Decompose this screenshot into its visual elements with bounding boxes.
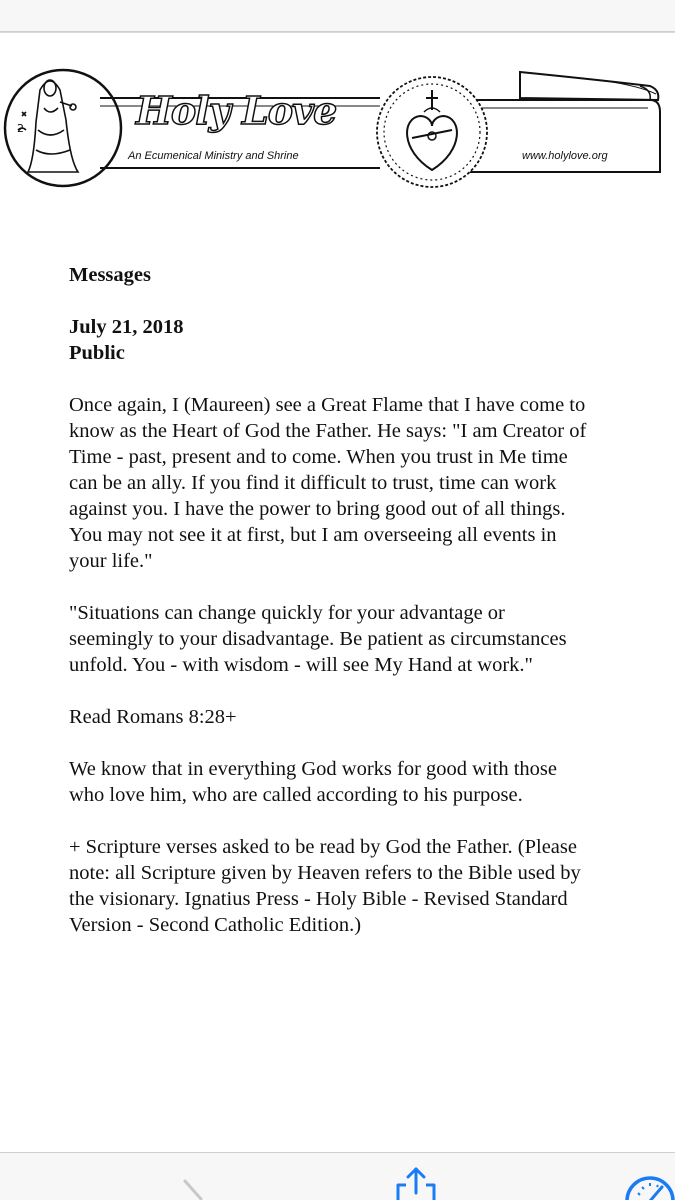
paragraph-line: who love him, who are called according to his purpose.: [69, 784, 523, 806]
banner-website: www.holylove.org: [522, 150, 608, 162]
message-date: July 21, 2018: [69, 316, 184, 338]
message-header: [69, 314, 629, 366]
paragraph-line: can be an ally. If you find it difficult to trust, time can work: [69, 472, 557, 494]
back-icon[interactable]: [175, 1179, 211, 1200]
banner-subtitle: An Ecumenical Ministry and Shrine: [128, 150, 299, 162]
holy-love-logo-icon: [0, 50, 675, 210]
top-toolbar-divider-icon: [0, 0, 675, 32]
paragraph-line: unfold. You - with wisdom - will see My Hand at work.": [69, 654, 533, 676]
banner-logo-text: Holy Love: [136, 88, 337, 133]
paragraph-5: [69, 834, 629, 938]
paragraph-line: Time - past, present and to come. When you trust in Me time: [69, 446, 568, 468]
paragraph-line: You may not see it at first, but I am overseeing all events in: [69, 524, 557, 546]
message-visibility: Public: [69, 342, 125, 364]
paragraph-line: against you. I have the power to bring good out of all things.: [69, 498, 566, 520]
bottom-toolbar: [0, 1152, 675, 1200]
paragraph-line: Version - Second Catholic Edition.): [69, 914, 362, 936]
paragraph-line: your life.": [69, 550, 153, 572]
paragraph-line: "Situations can change quickly for your advantage or: [69, 602, 505, 624]
message-article: [69, 262, 629, 964]
compass-icon[interactable]: [624, 1171, 675, 1200]
paragraph-2: [69, 600, 629, 678]
paragraph-line: + Scripture verses asked to be read by God the Father. (Please: [69, 836, 577, 858]
holy-love-banner: [0, 50, 675, 210]
paragraph-line: seemingly to your disadvantage. Be patient as circumstances: [69, 628, 567, 650]
paragraph-line: note: all Scripture given by Heaven refers to the Bible used by: [69, 862, 581, 884]
paragraph-3: [69, 704, 629, 730]
paragraph-line: Read Romans 8:28+: [69, 706, 237, 728]
paragraph-line: the visionary. Ignatius Press - Holy Bible - Revised Standard: [69, 888, 568, 910]
section-title: Messages: [69, 264, 151, 286]
paragraph-line: Once again, I (Maureen) see a Great Flame that I have come to: [69, 394, 586, 416]
paragraph-line: We know that in everything God works for good with those: [69, 758, 557, 780]
paragraph-1: [69, 392, 629, 574]
top-toolbar: [0, 0, 675, 33]
share-icon[interactable]: [392, 1167, 440, 1200]
paragraph-line: know as the Heart of God the Father. He says: "I am Creator of: [69, 420, 587, 442]
paragraph-4: [69, 756, 629, 808]
svg-text:2: 2: [17, 122, 24, 135]
